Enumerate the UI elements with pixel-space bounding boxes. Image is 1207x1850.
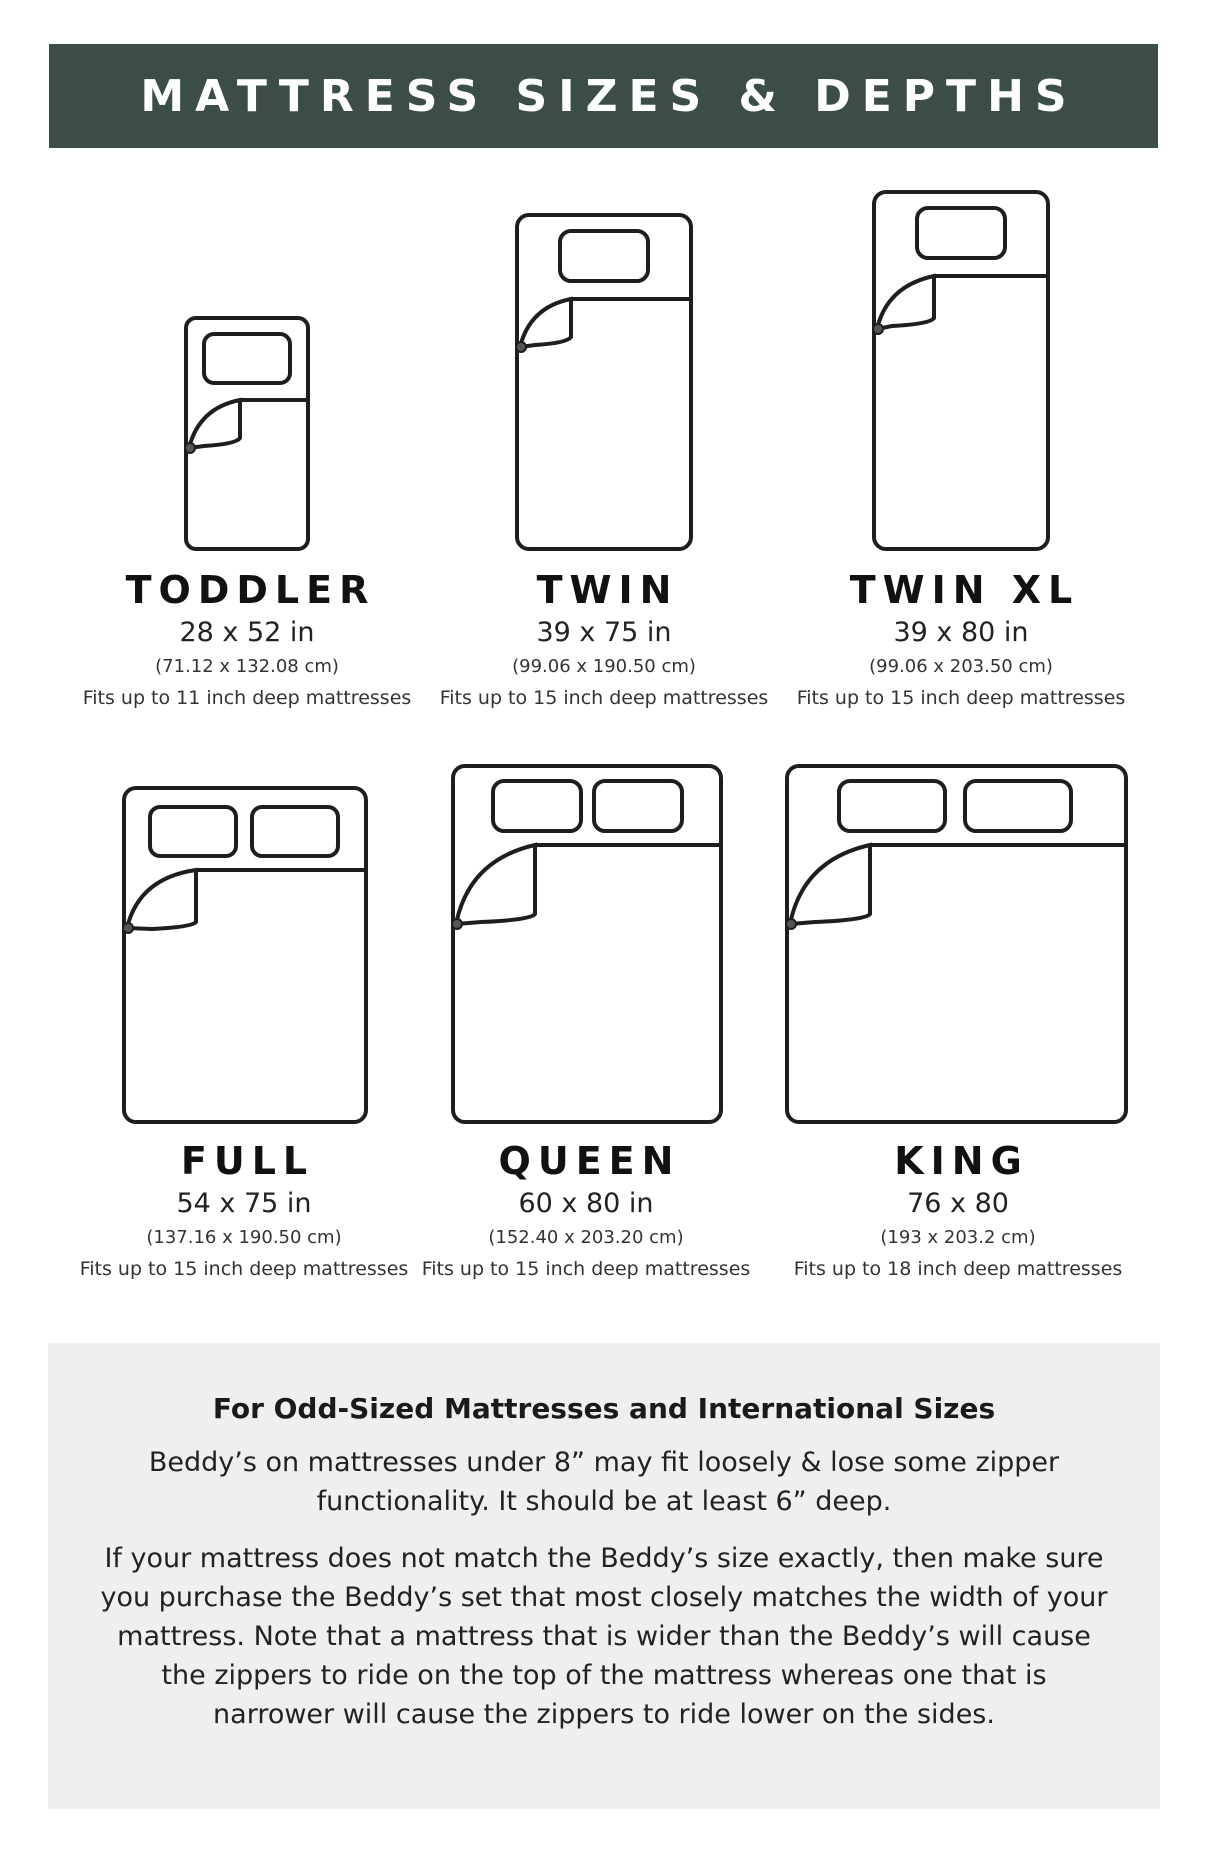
size-depth-fit: Fits up to 15 inch deep mattresses (796, 687, 1126, 709)
size-card-toddler (67, 566, 427, 714)
size-card-queen (406, 1137, 766, 1285)
size-card-twin (424, 566, 784, 714)
size-centimeters: (152.40 x 203.20 cm) (488, 1227, 684, 1248)
header-banner (49, 44, 1158, 148)
twin-xl-bed-icon (872, 190, 1050, 552)
size-inches: 39 x 75 in (536, 617, 672, 648)
size-name: TODDLER (125, 568, 376, 612)
size-inches: 54 x 75 in (176, 1188, 312, 1219)
queen-bed-icon (451, 764, 723, 1125)
odd-sizes-info-box (48, 1343, 1160, 1809)
size-name: TWIN (536, 568, 679, 612)
size-name: TWIN XL (849, 568, 1080, 612)
size-centimeters: (99.06 x 190.50 cm) (512, 656, 696, 677)
size-depth-fit: Fits up to 11 inch deep mattresses (82, 687, 412, 709)
info-paragraph-width: If your mattress does not match the Beddy’s size exactly, then make sure you purchase the Beddy’s set that most closely matches the width of your mattress. Note that a mattress that is wider than the Beddy’s will cause the zippers to ride on the top of the mattress whereas one that is narrower will cause the zippers to ride lower on the sides. (100, 1543, 1108, 1730)
twin-bed-icon (515, 213, 693, 552)
size-name: KING (894, 1139, 1029, 1183)
size-centimeters: (193 x 203.2 cm) (880, 1227, 1036, 1248)
size-card-full (64, 1137, 424, 1285)
size-inches: 39 x 80 in (893, 617, 1029, 648)
info-title: For Odd-Sized Mattresses and International Sizes (212, 1392, 996, 1425)
size-depth-fit: Fits up to 15 inch deep mattresses (439, 687, 769, 709)
size-card-twin-xl (781, 566, 1141, 714)
toddler-bed-icon (184, 316, 310, 552)
size-centimeters: (99.06 x 203.50 cm) (869, 656, 1053, 677)
size-depth-fit: Fits up to 15 inch deep mattresses (79, 1258, 409, 1280)
size-inches: 60 x 80 in (518, 1188, 654, 1219)
size-depth-fit: Fits up to 15 inch deep mattresses (421, 1258, 751, 1280)
size-card-king (778, 1137, 1138, 1285)
size-inches: 28 x 52 in (179, 617, 315, 648)
full-bed-icon (122, 786, 368, 1125)
page-title: MATTRESS SIZES & DEPTHS (140, 70, 1078, 122)
size-centimeters: (71.12 x 132.08 cm) (155, 656, 339, 677)
size-depth-fit: Fits up to 18 inch deep mattresses (793, 1258, 1123, 1280)
king-bed-icon (785, 764, 1128, 1125)
size-centimeters: (137.16 x 190.50 cm) (146, 1227, 342, 1248)
size-name: QUEEN (498, 1139, 681, 1183)
size-name: FULL (180, 1139, 315, 1183)
info-paragraph-depth: Beddy’s on mattresses under 8” may fit loosely & lose some zipper functionality. It should be at least 6” deep. (148, 1447, 1060, 1517)
size-inches: 76 x 80 (907, 1188, 1009, 1219)
